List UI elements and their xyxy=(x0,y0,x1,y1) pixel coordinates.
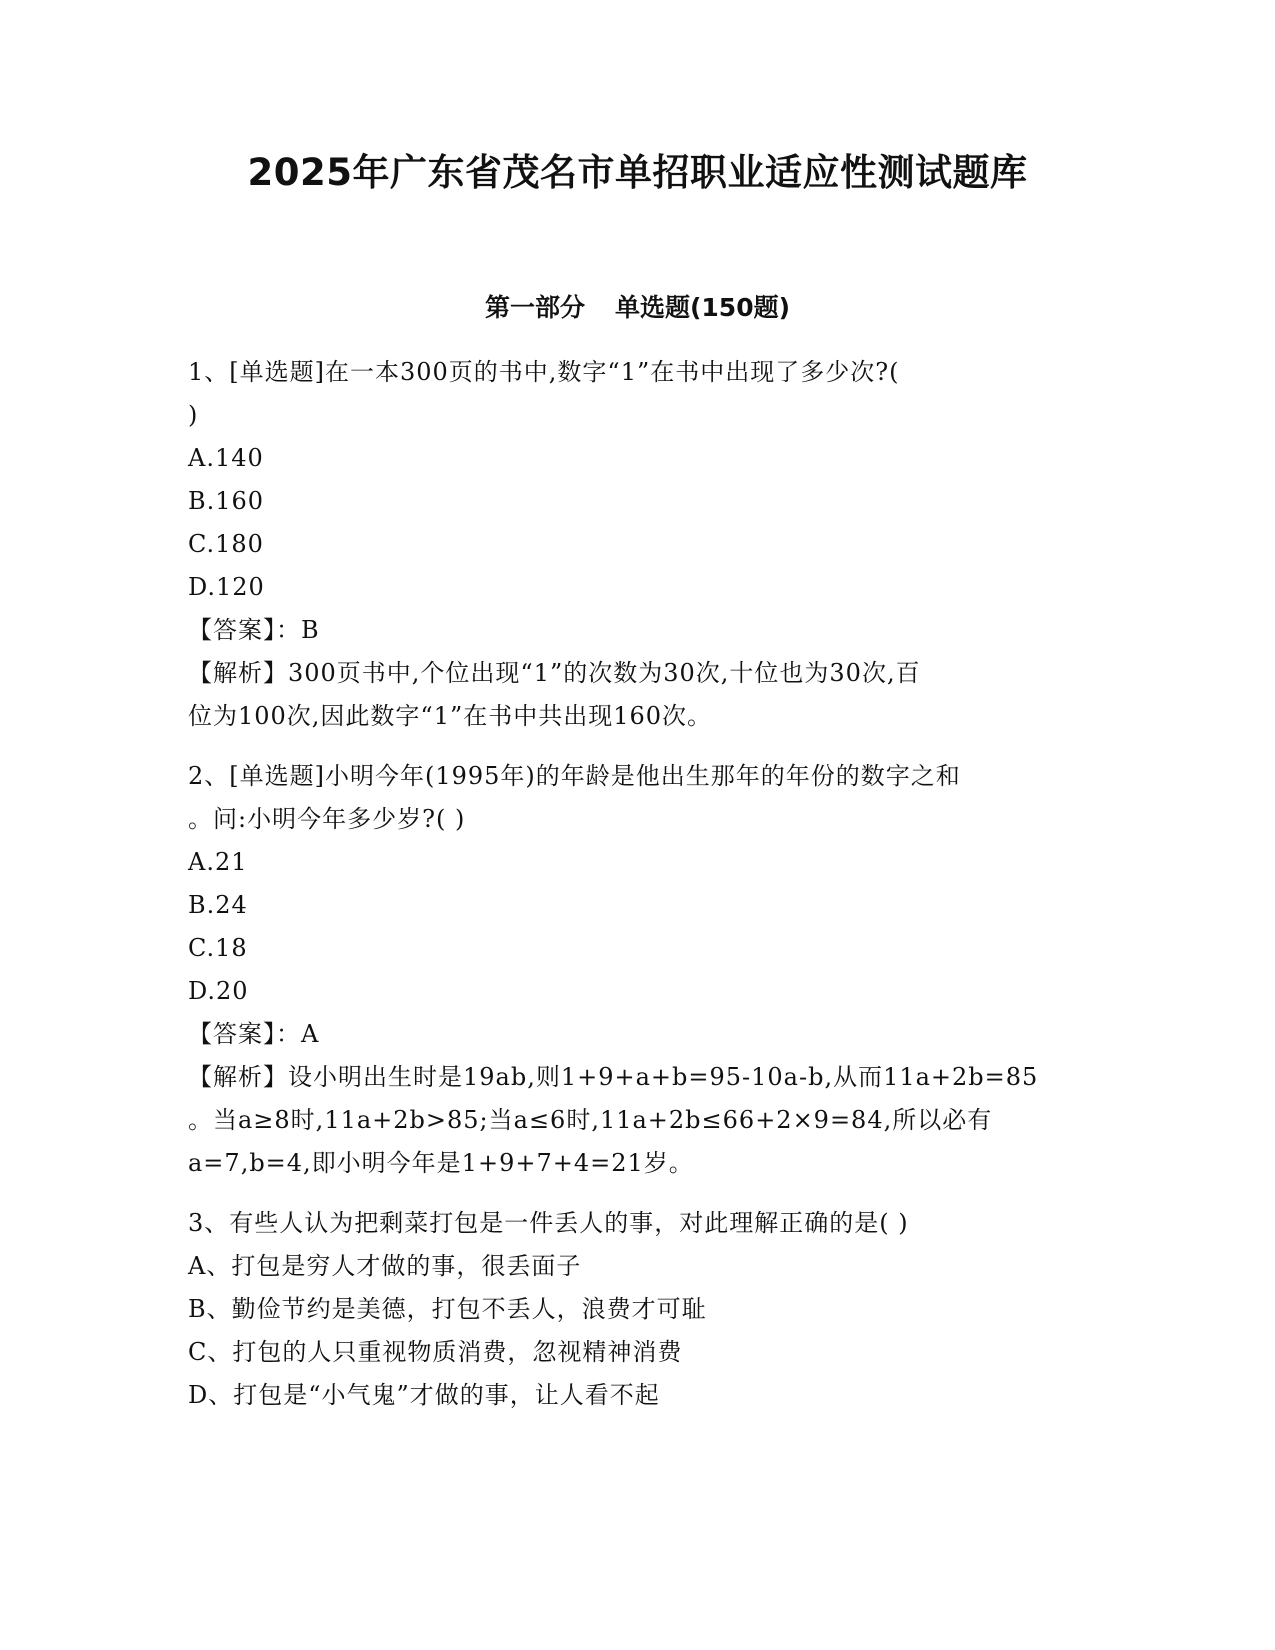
question-stem: 1、[单选题]在一本300页的书中,数字“1”在书中出现了多少次?( xyxy=(188,358,900,386)
question-2 xyxy=(188,755,1088,1185)
document-title: 2025年广东省茂名市单招职业适应性测试题库 xyxy=(247,151,1028,194)
analysis: 。当a≥8时,11a+2b>85;当a≤6时,11a+2b≤66+2×9=84,所以必有 xyxy=(188,1106,993,1134)
option-c: C、打包的人只重视物质消费，忽视精神消费 xyxy=(188,1338,683,1366)
question-1 xyxy=(188,351,1088,738)
analysis: 位为100次,因此数字“1”在书中共出现160次。 xyxy=(188,702,713,730)
option-d: D.120 xyxy=(188,573,265,601)
question-list xyxy=(188,351,1088,1417)
answer: 【答案】：B xyxy=(188,616,320,644)
option-d: D、打包是“小气鬼”才做的事，让人看不起 xyxy=(188,1381,660,1409)
option-d: D.20 xyxy=(188,977,249,1005)
option-c: C.180 xyxy=(188,530,264,558)
question-stem: 2、[单选题]小明今年(1995年)的年龄是他出生那年的年份的数字之和 xyxy=(188,762,961,790)
analysis: 【解析】设小明出生时是19ab,则1+9+a+b=95-10a-b,从而11a+2b=85 xyxy=(188,1063,1039,1091)
analysis: 【解析】300页书中,个位出现“1”的次数为30次,十位也为30次,百 xyxy=(188,659,921,687)
option-a: A、打包是穷人才做的事，很丢面子 xyxy=(188,1252,582,1280)
answer: 【答案】：A xyxy=(188,1020,320,1048)
option-c: C.18 xyxy=(188,934,248,962)
option-b: B、勤俭节约是美德，打包不丢人，浪费才可耻 xyxy=(188,1295,707,1323)
option-b: B.24 xyxy=(188,891,248,919)
option-a: A.140 xyxy=(188,444,264,472)
option-a: A.21 xyxy=(188,848,248,876)
question-3 xyxy=(188,1202,1088,1417)
question-stem: 。问:小明今年多少岁?( ) xyxy=(188,805,466,833)
analysis: a=7,b=4,即小明今年是1+9+7+4=21岁。 xyxy=(188,1149,694,1177)
question-stem: 3、有些人认为把剩菜打包是一件丢人的事，对此理解正确的是( ) xyxy=(188,1209,909,1237)
option-b: B.160 xyxy=(188,487,265,515)
section-subtitle: 单选题(150题) xyxy=(614,293,791,322)
question-stem: ) xyxy=(188,401,199,429)
section-title: 第一部分 xyxy=(484,293,585,322)
section-heading xyxy=(0,290,1275,326)
